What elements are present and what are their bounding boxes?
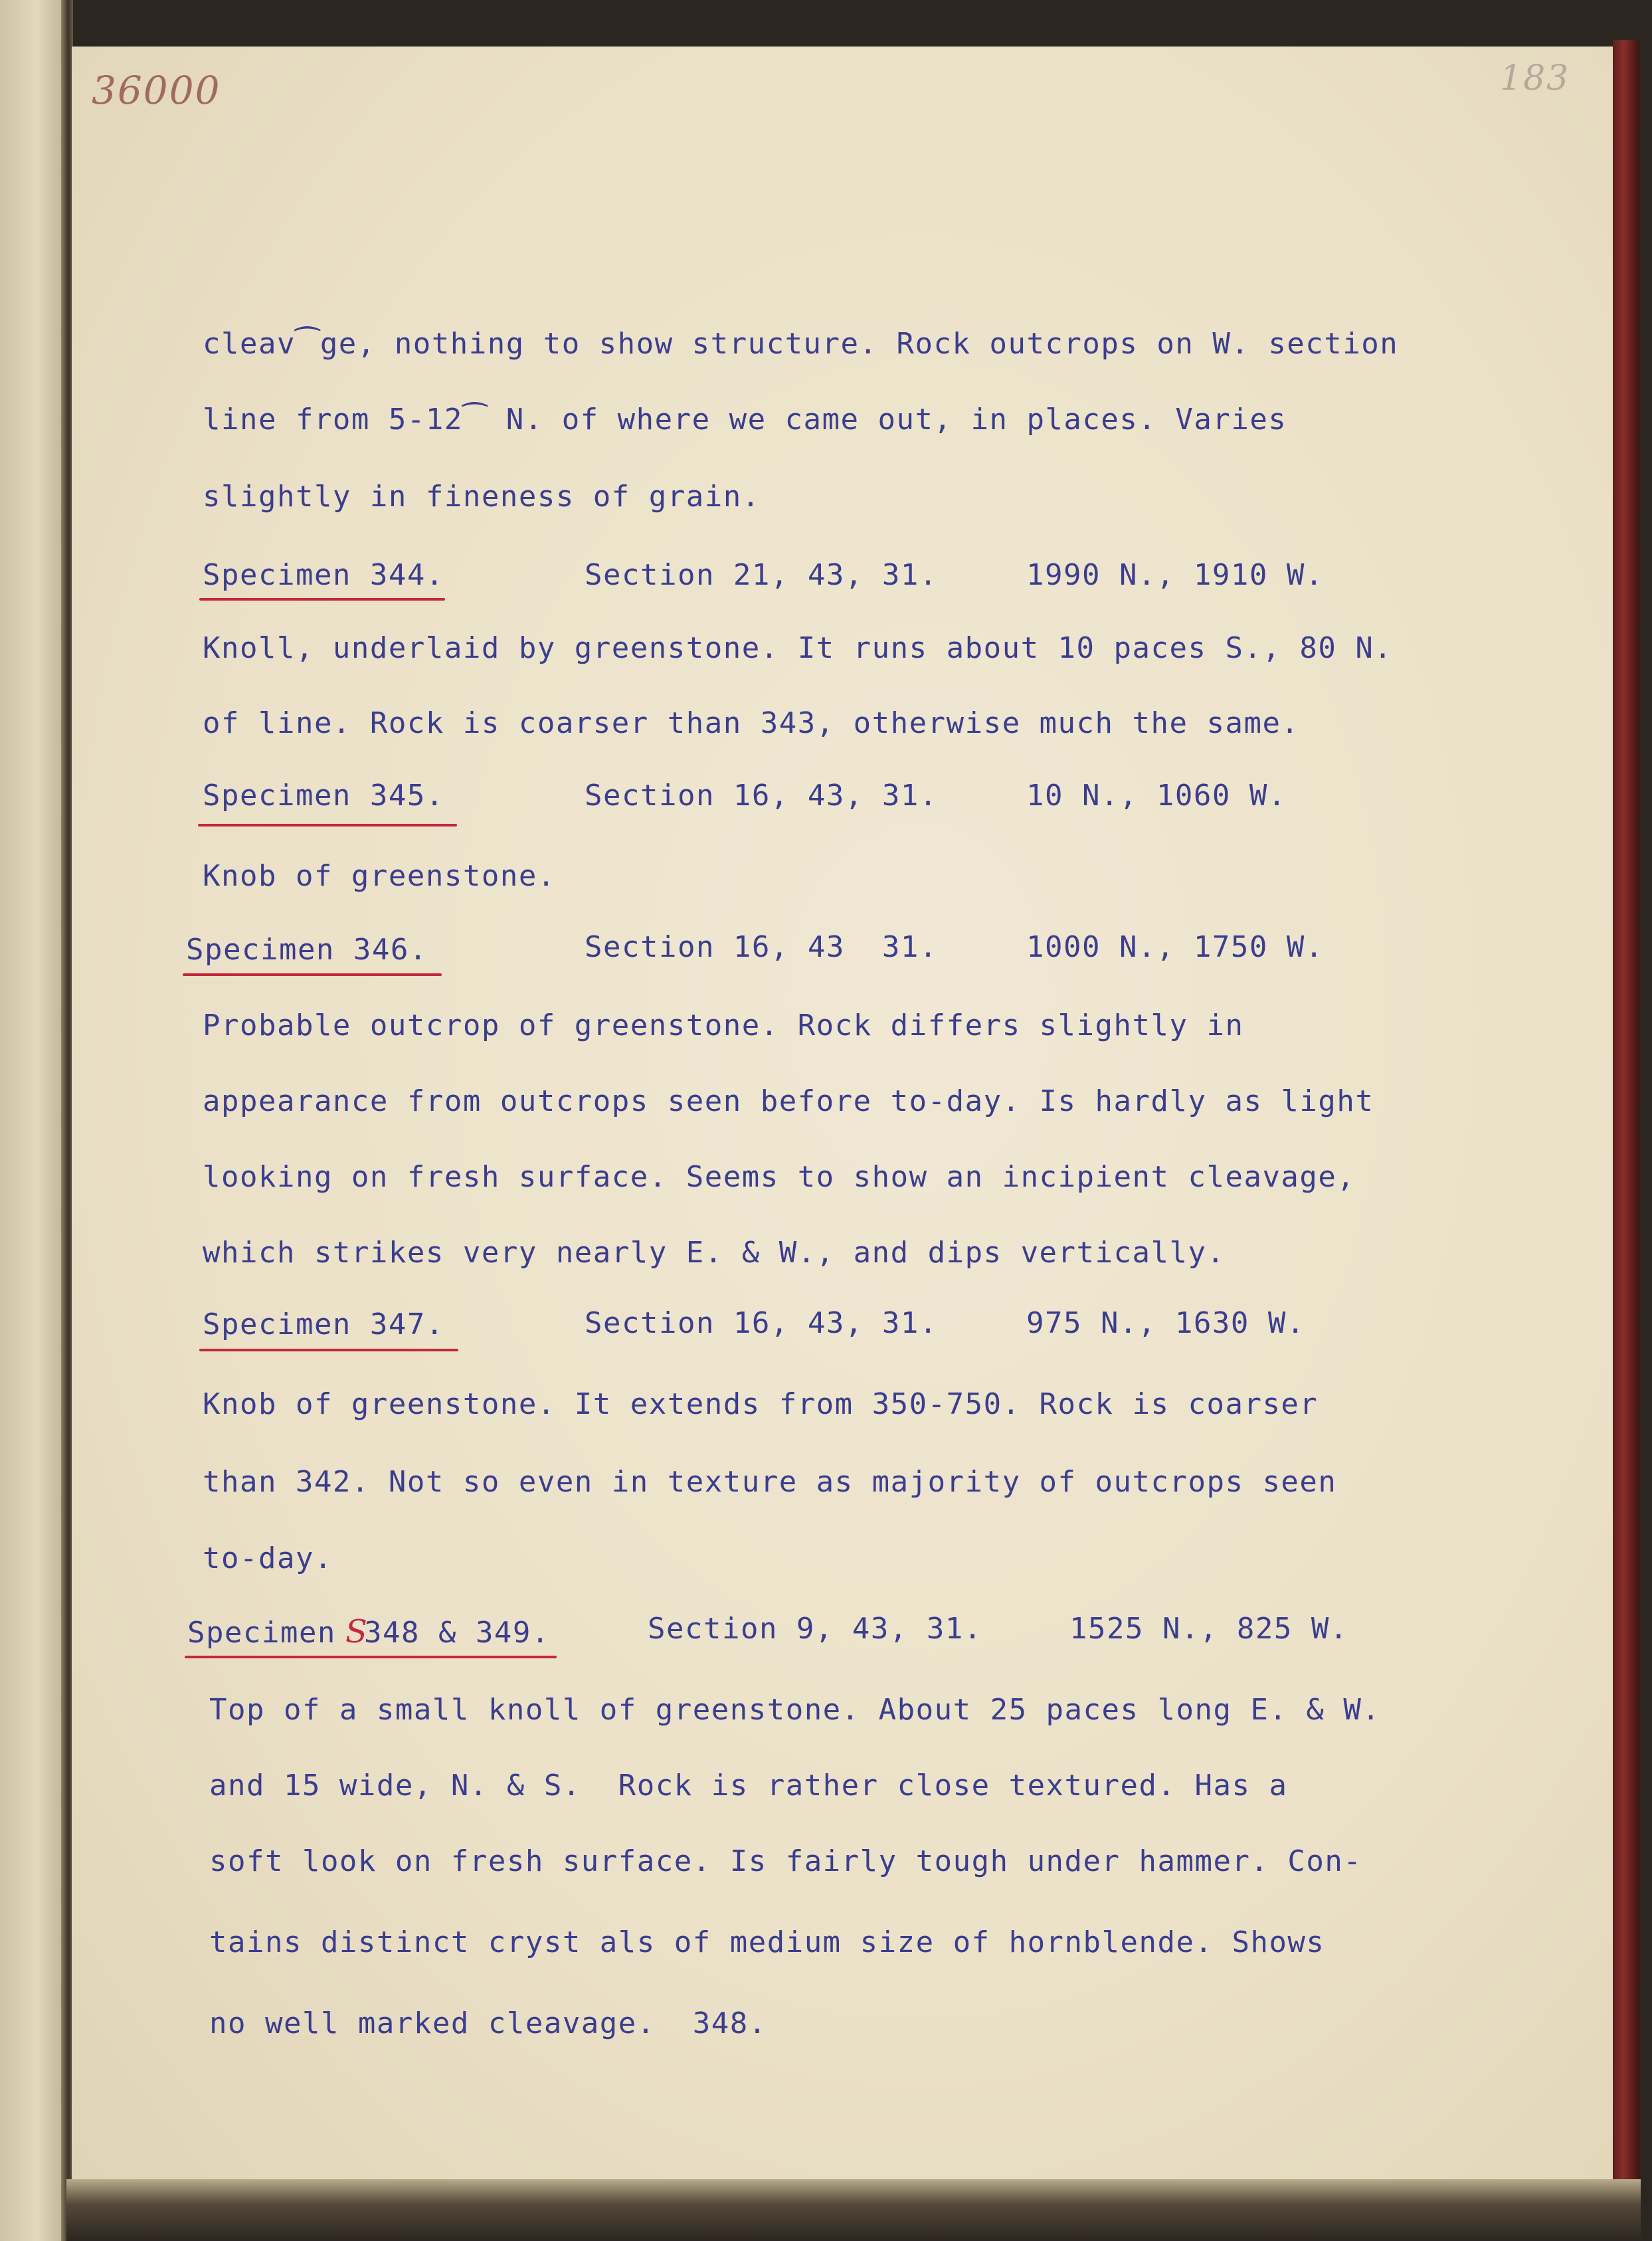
- facing-page-edge: [0, 0, 66, 2241]
- body-line: which strikes very nearly E. & W., and dips vertically.: [203, 1236, 1226, 1270]
- specimen-label: Specimen 345.: [203, 779, 444, 813]
- body-line: cleav⁀ge, nothing to show structure. Rock outcrops on W. section: [203, 327, 1399, 361]
- page-bottom-shadow: [66, 2179, 1641, 2241]
- body-line: of line. Rock is coarser than 343, otherwise much the same.: [203, 706, 1300, 740]
- pencil-ref-number: 36000: [92, 68, 221, 113]
- specimen-coords: 1525 N., 825 W.: [1069, 1612, 1348, 1646]
- specimen-coords: 10 N., 1060 W.: [1026, 779, 1287, 813]
- specimen-section: Section 21, 43, 31.: [585, 558, 938, 592]
- specimen-label: Specimen 346.: [186, 933, 428, 967]
- body-line: looking on fresh surface. Seems to show an incipient cleavage,: [203, 1160, 1356, 1194]
- body-line: Knoll, underlaid by greenstone. It runs about 10 paces S., 80 N.: [203, 631, 1393, 665]
- red-underline: [198, 824, 457, 827]
- specimen-section: Section 16, 43, 31.: [585, 779, 938, 813]
- body-line: to-day.: [203, 1541, 333, 1575]
- red-underline: [199, 598, 445, 601]
- specimen-coords: 975 N., 1630 W.: [1026, 1306, 1305, 1340]
- body-line: soft look on fresh surface. Is fairly tough under hammer. Con-: [209, 1844, 1362, 1878]
- specimen-label-numbers: 348 & 349.: [364, 1616, 550, 1650]
- specimen-coords: 1000 N., 1750 W.: [1026, 930, 1324, 964]
- body-line: appearance from outcrops seen before to-day. Is hardly as light: [203, 1084, 1374, 1118]
- specimen-label: Specimen: [187, 1616, 336, 1650]
- specimen-coords: 1990 N., 1910 W.: [1026, 558, 1324, 592]
- specimen-label: Specimen 344.: [203, 558, 444, 592]
- body-line: Knob of greenstone.: [203, 859, 556, 893]
- body-line: tains distinct cryst als of medium size of hornblende. Shows: [209, 1925, 1325, 1959]
- red-pencil-mark: S: [345, 1613, 367, 1650]
- specimen-section: Section 16, 43 31.: [585, 930, 938, 964]
- body-line: Knob of greenstone. It extends from 350-750. Rock is coarser: [203, 1387, 1319, 1421]
- body-line: than 342. Not so even in texture as majority of outcrops seen: [203, 1465, 1337, 1499]
- body-line: no well marked cleavage. 348.: [209, 2006, 767, 2040]
- red-underline: [199, 1349, 458, 1351]
- specimen-label: Specimen 347.: [203, 1308, 444, 1341]
- red-underline: [185, 1656, 557, 1658]
- body-line: Probable outcrop of greenstone. Rock differs slightly in: [203, 1009, 1244, 1042]
- body-line: and 15 wide, N. & S. Rock is rather close textured. Has a: [209, 1769, 1288, 1803]
- body-line: slightly in fineness of grain.: [203, 480, 761, 514]
- red-underline: [183, 973, 442, 976]
- specimen-section: Section 9, 43, 31.: [648, 1612, 982, 1646]
- body-line: line from 5-12⁀ N. of where we came out, in places. Varies: [203, 403, 1287, 437]
- binding-edge: [1613, 40, 1639, 2186]
- specimen-section: Section 16, 43, 31.: [585, 1306, 938, 1340]
- page-number: 183: [1500, 58, 1570, 98]
- body-line: Top of a small knoll of greenstone. About 25 paces long E. & W.: [209, 1693, 1381, 1727]
